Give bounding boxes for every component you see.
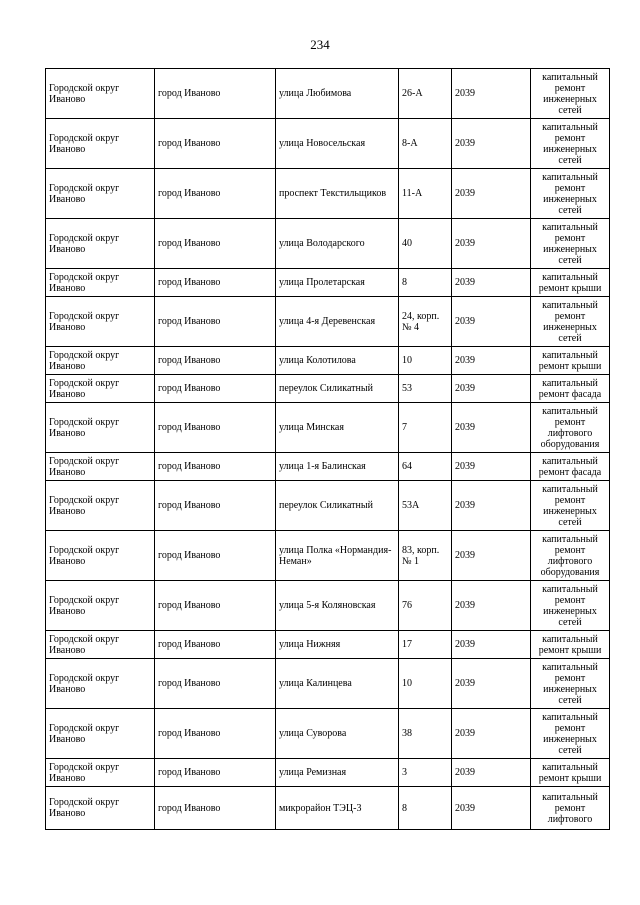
house-number-cell: 53 <box>399 375 452 403</box>
city-cell: город Иваново <box>155 759 276 787</box>
city-cell: город Иваново <box>155 453 276 481</box>
work-type-cell: капитальный ремонт инженерных сетей <box>531 481 610 531</box>
year-cell: 2039 <box>452 375 531 403</box>
city-cell: город Иваново <box>155 69 276 119</box>
work-type-cell: капитальный ремонт крыши <box>531 631 610 659</box>
work-type-cell: капитальный ремонт крыши <box>531 269 610 297</box>
city-cell: город Иваново <box>155 219 276 269</box>
house-number-cell: 26-А <box>399 69 452 119</box>
year-cell: 2039 <box>452 219 531 269</box>
house-number-cell: 38 <box>399 709 452 759</box>
table-row <box>46 631 610 659</box>
okrug-cell: Городской округ Иваново <box>46 453 155 481</box>
house-number-cell: 64 <box>399 453 452 481</box>
year-cell: 2039 <box>452 531 531 581</box>
okrug-cell: Городской округ Иваново <box>46 659 155 709</box>
work-type-cell: капитальный ремонт лифтового оборудования <box>531 531 610 581</box>
year-cell: 2039 <box>452 269 531 297</box>
street-cell: улица Володарского <box>276 219 399 269</box>
city-cell: город Иваново <box>155 581 276 631</box>
okrug-cell: Городской округ Иваново <box>46 531 155 581</box>
year-cell: 2039 <box>452 347 531 375</box>
year-cell: 2039 <box>452 453 531 481</box>
work-type-cell: капитальный ремонт инженерных сетей <box>531 709 610 759</box>
house-number-cell: 40 <box>399 219 452 269</box>
work-type-cell: капитальный ремонт крыши <box>531 347 610 375</box>
year-cell: 2039 <box>452 787 531 830</box>
street-cell: улица Любимова <box>276 69 399 119</box>
house-number-cell: 10 <box>399 659 452 709</box>
street-cell: улица Нижняя <box>276 631 399 659</box>
year-cell: 2039 <box>452 169 531 219</box>
street-cell: улица Ремизная <box>276 759 399 787</box>
year-cell: 2039 <box>452 297 531 347</box>
house-number-cell: 76 <box>399 581 452 631</box>
work-type-cell: капитальный ремонт инженерных сетей <box>531 659 610 709</box>
year-cell: 2039 <box>452 119 531 169</box>
work-type-cell: капитальный ремонт лифтового оборудования <box>531 403 610 453</box>
year-cell: 2039 <box>452 631 531 659</box>
work-type-cell: капитальный ремонт фасада <box>531 453 610 481</box>
street-cell: улица Колотилова <box>276 347 399 375</box>
street-cell: улица Калинцева <box>276 659 399 709</box>
work-type-cell: капитальный ремонт инженерных сетей <box>531 581 610 631</box>
table-row <box>46 219 610 269</box>
city-cell: город Иваново <box>155 403 276 453</box>
okrug-cell: Городской округ Иваново <box>46 347 155 375</box>
house-number-cell: 8-А <box>399 119 452 169</box>
year-cell: 2039 <box>452 709 531 759</box>
house-number-cell: 10 <box>399 347 452 375</box>
okrug-cell: Городской округ Иваново <box>46 481 155 531</box>
house-number-cell: 8 <box>399 787 452 830</box>
work-type-cell: капитальный ремонт инженерных сетей <box>531 119 610 169</box>
table-row <box>46 347 610 375</box>
okrug-cell: Городской округ Иваново <box>46 297 155 347</box>
city-cell: город Иваново <box>155 659 276 709</box>
street-cell: улица Суворова <box>276 709 399 759</box>
work-type-cell: капитальный ремонт фасада <box>531 375 610 403</box>
house-number-cell: 53А <box>399 481 452 531</box>
city-cell: город Иваново <box>155 531 276 581</box>
city-cell: город Иваново <box>155 631 276 659</box>
street-cell: улица 5-я Коляновская <box>276 581 399 631</box>
house-number-cell: 24, корп. № 4 <box>399 297 452 347</box>
street-cell: улица 4-я Деревенская <box>276 297 399 347</box>
table-row <box>46 531 610 581</box>
year-cell: 2039 <box>452 759 531 787</box>
city-cell: город Иваново <box>155 375 276 403</box>
street-cell: микрорайон ТЭЦ-3 <box>276 787 399 830</box>
year-cell: 2039 <box>452 69 531 119</box>
year-cell: 2039 <box>452 581 531 631</box>
okrug-cell: Городской округ Иваново <box>46 375 155 403</box>
table-row <box>46 709 610 759</box>
street-cell: переулок Силикатный <box>276 375 399 403</box>
okrug-cell: Городской округ Иваново <box>46 631 155 659</box>
house-number-cell: 3 <box>399 759 452 787</box>
registry-table-body <box>46 69 610 830</box>
house-number-cell: 83, корп. № 1 <box>399 531 452 581</box>
table-row <box>46 375 610 403</box>
table-row <box>46 759 610 787</box>
city-cell: город Иваново <box>155 347 276 375</box>
page-number: 234 <box>310 37 330 52</box>
city-cell: город Иваново <box>155 119 276 169</box>
street-cell: проспект Текстильщиков <box>276 169 399 219</box>
table-row <box>46 581 610 631</box>
house-number-cell: 8 <box>399 269 452 297</box>
table-row <box>46 453 610 481</box>
city-cell: город Иваново <box>155 269 276 297</box>
street-cell: улица Минская <box>276 403 399 453</box>
street-cell: улица Пролетарская <box>276 269 399 297</box>
street-cell: улица Полка «Нормандия-Неман» <box>276 531 399 581</box>
table-row <box>46 659 610 709</box>
house-number-cell: 11-А <box>399 169 452 219</box>
city-cell: город Иваново <box>155 297 276 347</box>
table-row <box>46 69 610 119</box>
okrug-cell: Городской округ Иваново <box>46 581 155 631</box>
work-type-cell: капитальный ремонт инженерных сетей <box>531 69 610 119</box>
street-cell: улица 1-я Балинская <box>276 453 399 481</box>
okrug-cell: Городской округ Иваново <box>46 69 155 119</box>
work-type-cell: капитальный ремонт лифтового <box>531 787 610 830</box>
city-cell: город Иваново <box>155 169 276 219</box>
house-number-cell: 17 <box>399 631 452 659</box>
work-type-cell: капитальный ремонт инженерных сетей <box>531 169 610 219</box>
table-row <box>46 119 610 169</box>
city-cell: город Иваново <box>155 481 276 531</box>
work-type-cell: капитальный ремонт инженерных сетей <box>531 219 610 269</box>
table-row <box>46 297 610 347</box>
year-cell: 2039 <box>452 403 531 453</box>
year-cell: 2039 <box>452 481 531 531</box>
okrug-cell: Городской округ Иваново <box>46 709 155 759</box>
work-type-cell: капитальный ремонт инженерных сетей <box>531 297 610 347</box>
street-cell: переулок Силикатный <box>276 481 399 531</box>
okrug-cell: Городской округ Иваново <box>46 787 155 830</box>
table-row <box>46 269 610 297</box>
work-type-cell: капитальный ремонт крыши <box>531 759 610 787</box>
okrug-cell: Городской округ Иваново <box>46 759 155 787</box>
house-number-cell: 7 <box>399 403 452 453</box>
registry-table <box>45 68 610 830</box>
table-row <box>46 169 610 219</box>
table-row <box>46 481 610 531</box>
okrug-cell: Городской округ Иваново <box>46 169 155 219</box>
street-cell: улица Новосельская <box>276 119 399 169</box>
okrug-cell: Городской округ Иваново <box>46 119 155 169</box>
okrug-cell: Городской округ Иваново <box>46 403 155 453</box>
okrug-cell: Городской округ Иваново <box>46 269 155 297</box>
okrug-cell: Городской округ Иваново <box>46 219 155 269</box>
table-row <box>46 403 610 453</box>
table-row <box>46 787 610 830</box>
year-cell: 2039 <box>452 659 531 709</box>
city-cell: город Иваново <box>155 787 276 830</box>
city-cell: город Иваново <box>155 709 276 759</box>
